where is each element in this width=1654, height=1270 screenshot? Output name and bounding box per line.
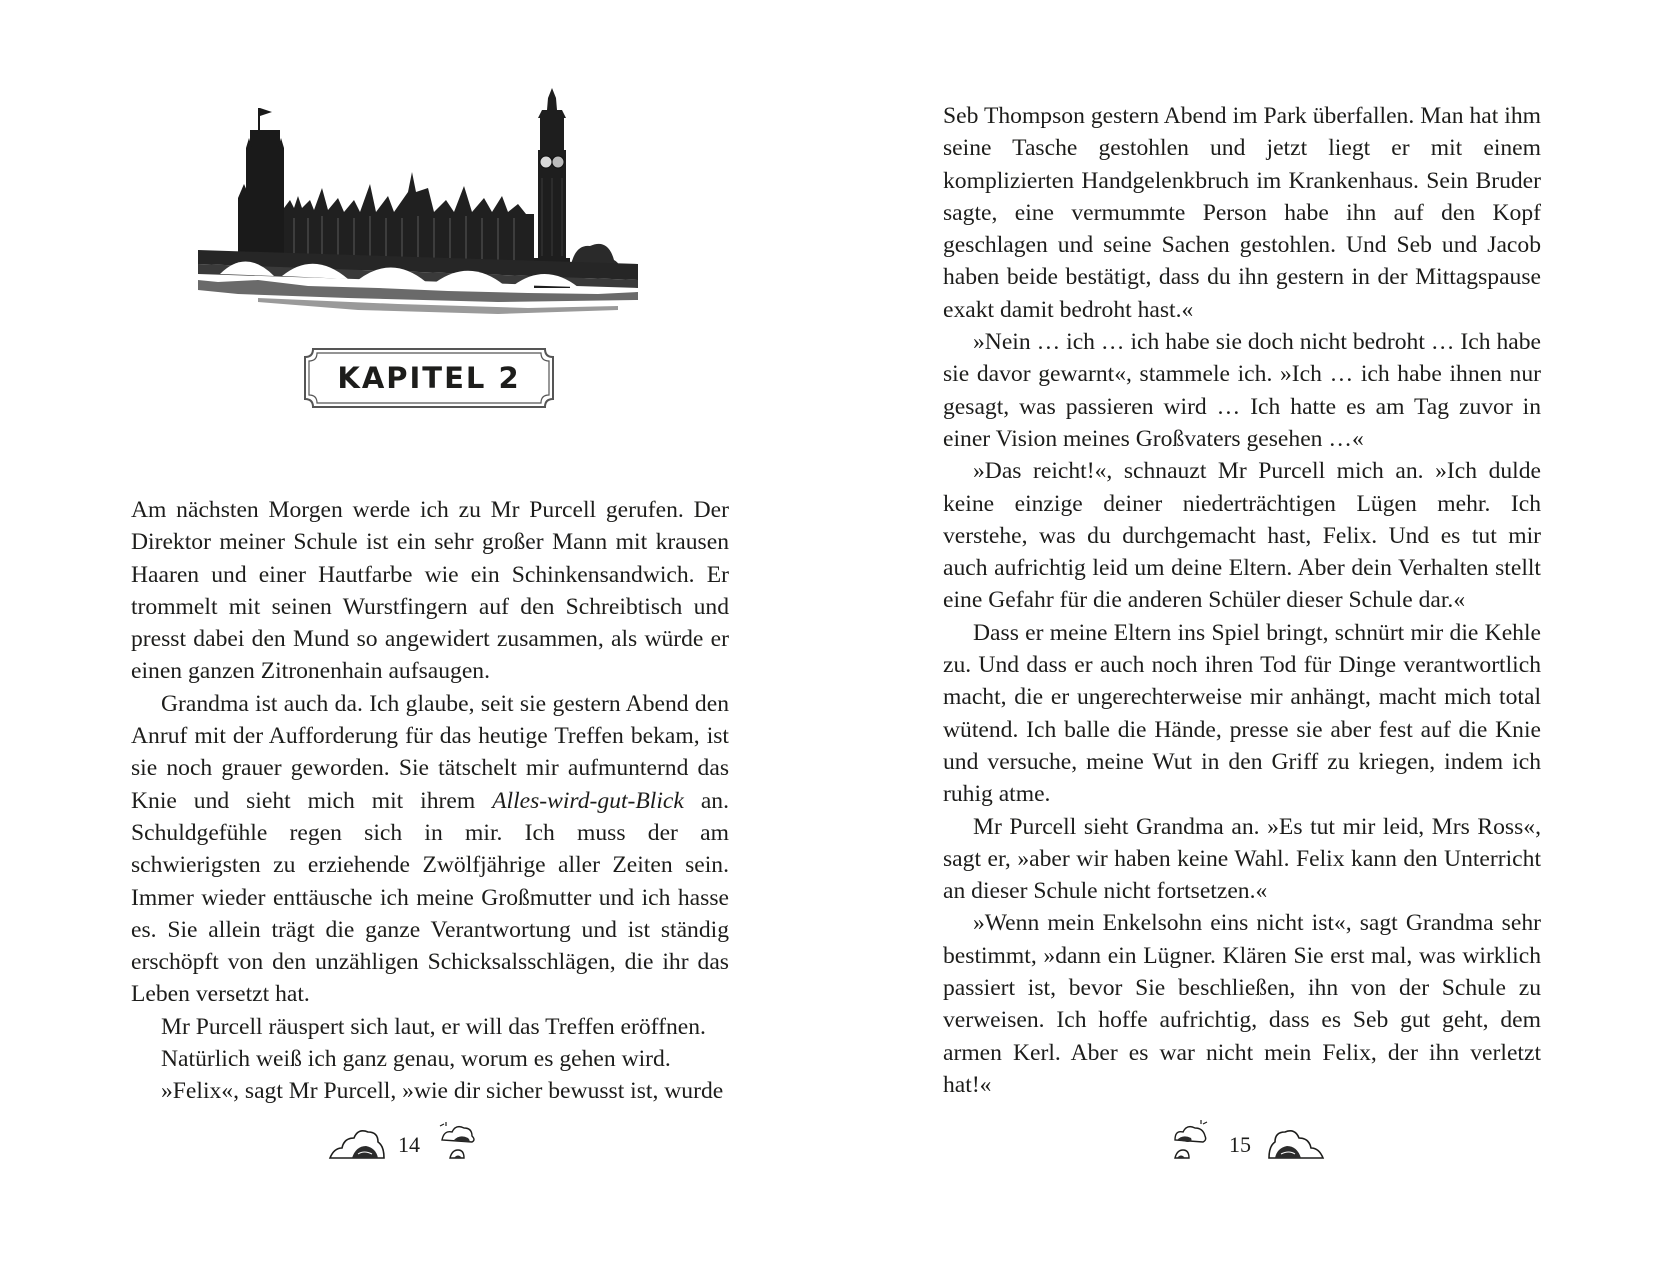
left-page-footer: [328, 1118, 528, 1178]
bush-ornament-icon: [1267, 1124, 1325, 1160]
paragraph: »Nein … ich … ich habe sie doch nicht bedroht … Ich habe sie davor gewarnt«, stammele ich. »Ich … ich habe ihnen nur gesagt, was passieren wird … Ich hatte es am Tag zuvor in einer Vision meines Großvaters gesehen …«: [943, 329, 1541, 452]
chapter-title: KAPITEL 2: [337, 361, 521, 395]
bush-ornament-icon: [328, 1124, 386, 1160]
chapter-heading: [303, 347, 555, 409]
paragraph: Natürlich weiß ich ganz genau, worum es gehen wird.: [161, 1046, 671, 1073]
paragraph-text: an. Schuldgefühle regen sich in mir. Ich muss der am schwierigsten zu erziehende Zwölfjährige aller Zeiten sein. Immer wieder enttäusche ich meine Großmutter und ich hasse es. Sie allein trägt die ganze Verantwortung und ist ständig erschöpft von den unzähligen Schicksalsschlägen, die ihr das Leben versetzt hat.: [131, 787, 729, 1008]
paragraph: »Das reicht!«, schnauzt Mr Purcell mich an. »Ich dulde keine einzige deiner niederträchtigen Lügen mehr. Ich verstehe, was du durchgemacht hast, Felix. Und es tut mir auch aufrichtig leid um deine Eltern. Aber dein Verhalten stellt eine Gefahr für die anderen Schüler dieser Schule dar.«: [943, 458, 1541, 614]
page-number: 14: [398, 1132, 420, 1157]
paragraph: »Felix«, sagt Mr Purcell, »wie dir sicher bewusst ist, wurde: [161, 1078, 724, 1105]
paragraph: Mr Purcell räuspert sich laut, er will das Treffen eröffnen.: [161, 1013, 706, 1040]
right-body-text: [943, 100, 1541, 1101]
westminster-palace-and-big-ben-illustration: [198, 88, 678, 323]
cloud-ornament-icon: [436, 1118, 480, 1160]
paragraph: [131, 688, 729, 1011]
left-body-text: [131, 494, 729, 1108]
cloud-ornament-icon: [1167, 1118, 1211, 1160]
paragraph: Seb Thompson gestern Abend im Park überfallen. Man hat ihm seine Tasche gestohlen und jetzt liegt er mit einem komplizierten Handgelenkbruch im Krankenhaus. Sein Bruder sagte, eine vermummte Person habe ihn auf den Kopf geschlagen und seine Sachen gestohlen. Und Seb und Jacob haben beide bestätigt, dass du ihn gestern in der Mittagspause exakt damit bedroht hast.«: [943, 103, 1541, 323]
paragraph: Dass er meine Eltern ins Spiel bringt, schnürt mir die Kehle zu. Und dass er auch noch ihren Tod für Dinge verantwortlich macht, die er ungerechterweise mir anhängt, macht mich total wütend. Ich balle die Hände, presse sie aber fest auf die Knie und versuche, meine Wut in den Griff zu kriegen, indem ich ruhig atme.: [943, 619, 1541, 808]
paragraph: Am nächsten Morgen werde ich zu Mr Purcell gerufen. Der Direktor meiner Schule ist ein sehr großer Mann mit krausen Haaren und einer Hautfarbe wie ein Schinkensandwich. Er trommelt mit seinen Wurstfingern auf den Schreibtisch und presst dabei den Mund so angewidert zusammen, als würde er einen ganzen Zitronenhain aufsaugen.: [131, 497, 729, 685]
paragraph: Mr Purcell sieht Grandma an. »Es tut mir leid, Mrs Ross«, sagt er, »aber wir haben keine Wahl. Felix kann den Unterricht an dieser Schule nicht fortsetzen.«: [943, 813, 1541, 905]
page-number: 15: [1229, 1132, 1251, 1157]
right-page: [827, 0, 1654, 1270]
emphasis-text: Alles-wird-gut-Blick: [492, 787, 684, 814]
right-page-footer: [1167, 1118, 1367, 1178]
paragraph: »Wenn mein Enkelsohn eins nicht ist«, sagt Grandma sehr bestimmt, »dann ein Lügner. Klären Sie erst mal, was wirklich passiert ist, bevor Sie beschließen, ihn von der Schule zu verweisen. Ich hoffe aufrichtig, dass es Seb gut geht, dem armen Kerl. Aber es war nicht mein Felix, der ihn verletzt hat!«: [943, 910, 1541, 1098]
paragraph-text: Grandma ist auch da. Ich glaube, seit sie gestern Abend den Anruf mit der Aufforderung für das heutige Treffen bekam, ist sie noch grauer geworden. Sie tätschelt mir aufmunternd das Knie und sieht mich mit ihrem: [131, 690, 729, 814]
